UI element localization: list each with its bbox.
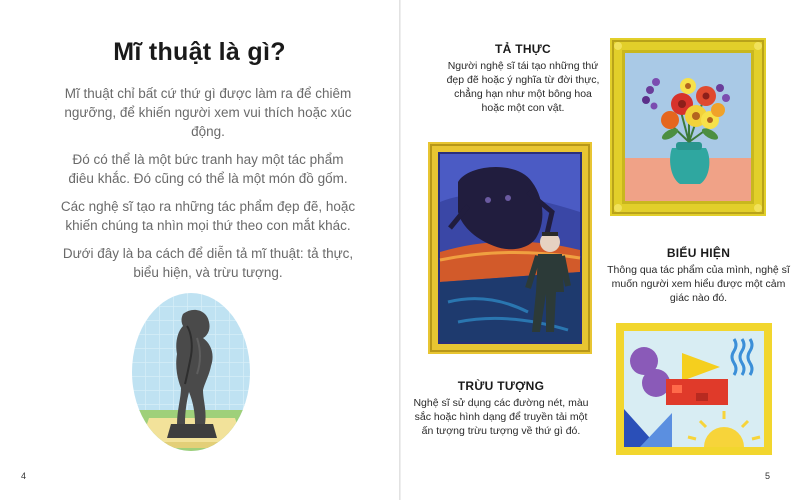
section-heading: TRỪU TƯỢNG — [457, 379, 545, 393]
intro-paragraph: Mĩ thuật chỉ bất cứ thứ gì được làm ra để chiêm ngưỡng, để khiến người xem vui thích hoặc xúc động. — [64, 86, 352, 139]
flower-painting-image — [610, 38, 766, 216]
section-text: Người nghệ sĩ tái tạo những thứ đẹp đẽ hoặc ý nghĩa từ đời thực, chẳng hạn như một bông hoa hoặc một con vật. — [446, 60, 600, 114]
intro-paragraph: Dưới đây là ba cách để diễn tả mĩ thuật: tả thực, biểu hiện, và trừu tượng. — [62, 246, 354, 280]
section-text: Nghệ sĩ sử dụng các đường nét, màu sắc hoặc hình dạng để truyền tải một ấn tượng trừu tượng về thứ gì đó. — [413, 397, 589, 437]
abstract-painting — [616, 323, 772, 455]
left-page — [0, 0, 399, 500]
sculpture-illustration — [131, 292, 251, 452]
section-bieu-hien — [601, 246, 796, 305]
section-heading: BIỂU HIỆN — [666, 246, 731, 260]
flower-painting — [610, 38, 766, 216]
section-text: Thông qua tác phẩm của mình, nghệ sĩ muốn người xem hiểu được một cảm giác nào đó. — [607, 264, 790, 304]
section-ta-thuc — [443, 42, 603, 115]
page-number: 5 — [765, 471, 771, 481]
section-truu-tuong — [411, 379, 591, 438]
expressionist-painting — [428, 142, 592, 354]
page-title: Mĩ thuật là gì? — [113, 38, 286, 66]
abstract-painting-image — [616, 323, 772, 455]
intro-paragraph: Các nghệ sĩ tạo ra những tác phẩm đẹp đẽ, hoặc khiến chúng ta nhìn mọi thứ theo con mắt khác. — [60, 199, 356, 233]
page-number: 4 — [21, 471, 27, 481]
intro-paragraph: Đó có thể là một bức tranh hay một tác phẩm điêu khắc. Đó cũng có thể là một món đồ gốm. — [68, 152, 348, 186]
right-page — [401, 0, 800, 500]
expressionist-painting-image — [428, 142, 592, 354]
section-heading: TẢ THỰC — [494, 42, 552, 56]
intro-text — [58, 84, 358, 291]
sculpture-image — [131, 292, 251, 452]
